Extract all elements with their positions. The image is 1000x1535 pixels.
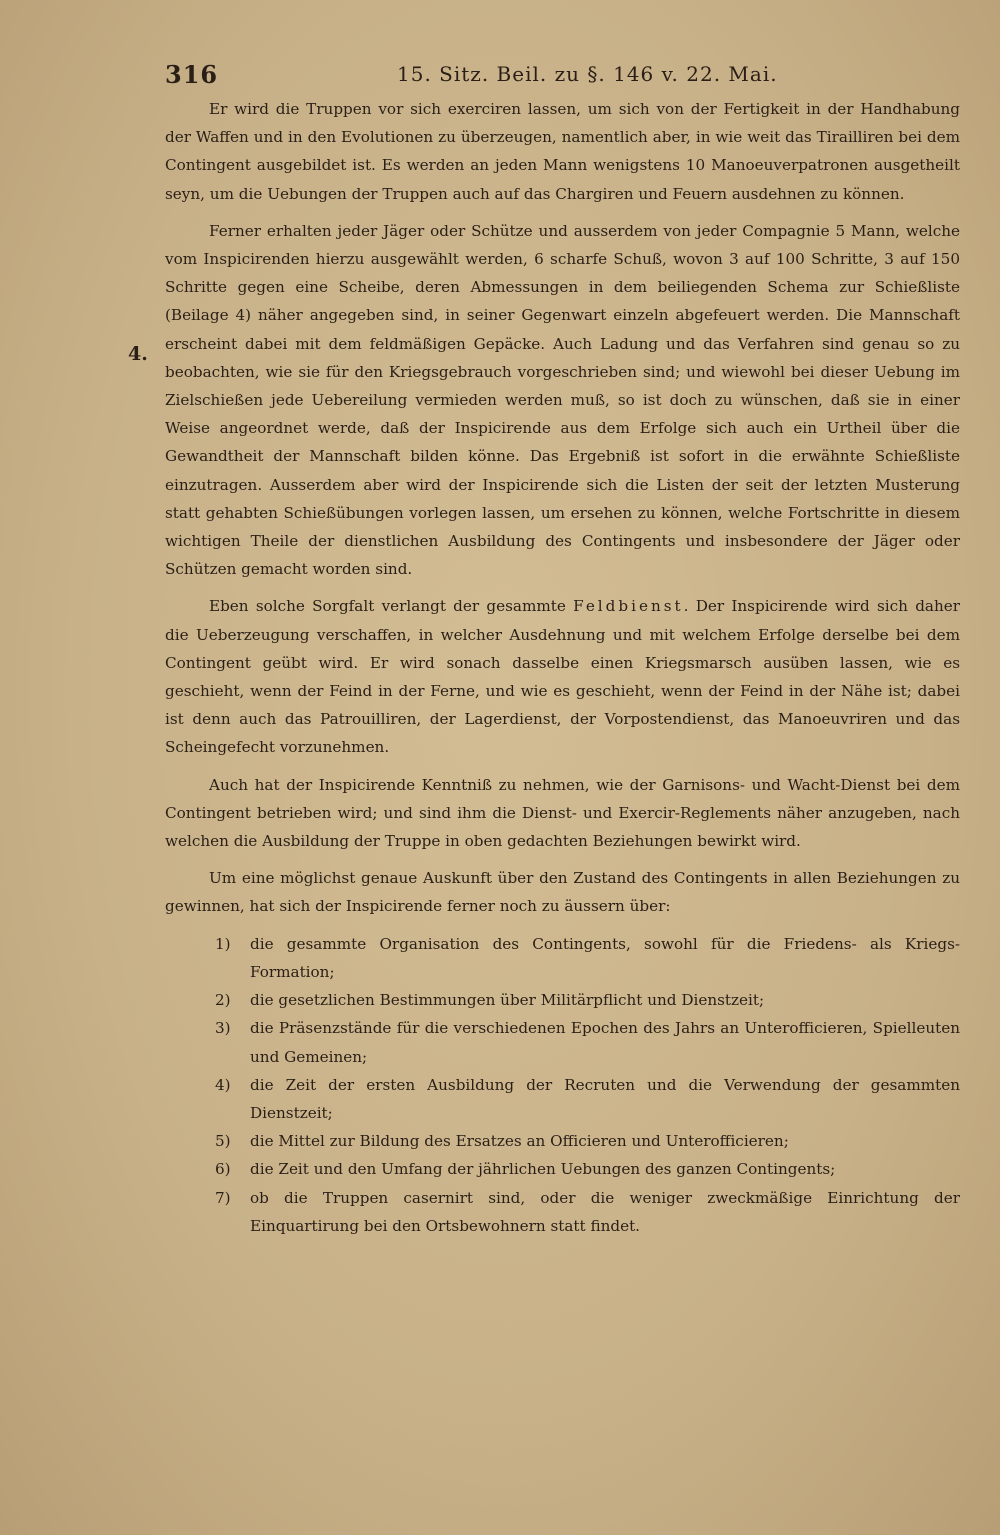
list-number: 3) (215, 1019, 231, 1038)
list-number: 7) (215, 1188, 231, 1207)
list-item (165, 1184, 960, 1240)
list-text: die Zeit der ersten Ausbildung der Recruten und die Verwendung der gesammten Dienstzeit; (250, 1075, 960, 1122)
margin-reference-mark: 4. (128, 343, 148, 365)
spaced-term: Feldbienst (573, 597, 684, 616)
list-item (165, 1071, 960, 1127)
list-text: die gesammte Organisation des Contingents, sowohl für die Friedens- als Kriegs-Formation; (250, 934, 960, 981)
paragraph-3-rest: . Der Inspicirende wird sich daher die Ueberzeugung verschaffen, in welcher Ausdehnung und mit welchem Erfolge derselbe bei dem Contingent geübt wird. Er wird sonach dasselbe einen Kriegsmarsch ausüben lassen, wie es geschieht, wenn der Feind in der Ferne, und wie es geschieht, wenn der Feind in der Nähe ist; dabei ist denn auch das Patrouilliren, der Lagerdienst, der Vorpostendienst, das Manoeuvriren und das Scheingefecht vorzunehmen. (165, 597, 960, 757)
paragraph-5: Um eine möglichst genaue Auskunft über den Zustand des Contingents in allen Beziehungen zu gewinnen, hat sich der Inspicirende ferner noch zu äussern über: (165, 869, 960, 916)
paragraph-3 (165, 592, 960, 761)
list-number: 5) (215, 1132, 231, 1151)
enumerated-list (165, 930, 960, 1240)
running-head: 15. Sitz. Beil. zu §. 146 v. 22. Mai. (397, 62, 778, 86)
list-item (165, 986, 960, 1014)
list-number: 2) (215, 991, 231, 1010)
list-text: die Zeit und den Umfang der jährlichen Uebungen des ganzen Contingents; (250, 1160, 836, 1179)
paragraph-4: Auch hat der Inspicirende Kenntniß zu nehmen, wie der Garnisons- und Wacht-Dienst bei dem Contingent betrieben wird; und sind ihm die Dienst- und Exercir-Reglements näher anzugeben, nach welchen die Ausbildung der Truppe in oben gedachten Beziehungen bewirkt wird. (165, 775, 960, 851)
body-text (165, 95, 960, 1240)
list-item (165, 1014, 960, 1070)
page-number: 316 (165, 60, 219, 89)
list-item (165, 1127, 960, 1155)
page-header (165, 60, 810, 96)
list-text: die gesetzlichen Bestimmungen über Militärpflicht und Dienstzeit; (250, 991, 765, 1010)
paragraph-1: Er wird die Truppen vor sich exerciren lassen, um sich von der Fertigkeit in der Handhabung der Waffen und in den Evolutionen zu überzeugen, namentlich aber, in wie weit das Tirailliren bei dem Contingent ausgebildet ist. Es werden an jeden Mann wenigstens 10 Manoeuverpatronen ausgetheilt seyn, um die Uebungen der Truppen auch auf das Chargiren und Feuern ausdehnen zu können. (165, 100, 960, 203)
list-item (165, 1155, 960, 1183)
list-number: 4) (215, 1075, 231, 1094)
list-text: die Mittel zur Bildung des Ersatzes an Officieren und Unterofficieren; (250, 1132, 789, 1151)
list-item (165, 930, 960, 986)
list-text: die Präsenzstände für die verschiedenen Epochen des Jahrs an Unterofficieren, Spielleuten und Gemeinen; (250, 1019, 960, 1066)
list-text: ob die Truppen casernirt sind, oder die weniger zweckmäßige Einrichtung der Einquartirung bei den Ortsbewohnern statt findet. (250, 1188, 960, 1235)
list-number: 6) (215, 1160, 231, 1179)
list-number: 1) (215, 934, 231, 953)
paragraph-3-start: Eben solche Sorgfalt verlangt der gesammte (209, 597, 574, 616)
paragraph-2: Ferner erhalten jeder Jäger oder Schütze und ausserdem von jeder Compagnie 5 Mann, welche vom Inspicirenden hierzu ausgewählt werden, 6 scharfe Schuß, wovon 3 auf 100 Schritte, 3 auf 150 Schritte gegen eine Scheibe, deren Abmessungen in dem beiliegenden Schema zur Schießliste (Beilage 4) näher angegeben sind, in seiner Gegenwart einzeln abgefeuert werden. Die Mannschaft erscheint dabei mit dem feldmäßigen Gepäcke. Auch Ladung und das Verfahren sind genau so zu beobachten, wie sie für den Kriegsgebrauch vorgeschrieben sind; und wiewohl bei dieser Uebung im Zielschießen jede Uebereilung vermieden werden muß, so ist doch zu wünschen, daß sie in einer Weise angeordnet werde, daß der Inspicirende aus dem Erfolge sich auch ein Urtheil über die Gewandtheit der Mannschaft bilden könne. Das Ergebniß ist sofort in die erwähnte Schießliste einzutragen. Ausserdem aber wird der Inspicirende sich die Listen der seit der letzten Musterung statt gehabten Schießübungen vorlegen lassen, um ersehen zu können, welche Fortschritte in diesem wichtigen Theile der dienstlichen Ausbildung des Contingents und insbesondere der Jäger oder Schützen gemacht worden sind. (165, 221, 960, 579)
